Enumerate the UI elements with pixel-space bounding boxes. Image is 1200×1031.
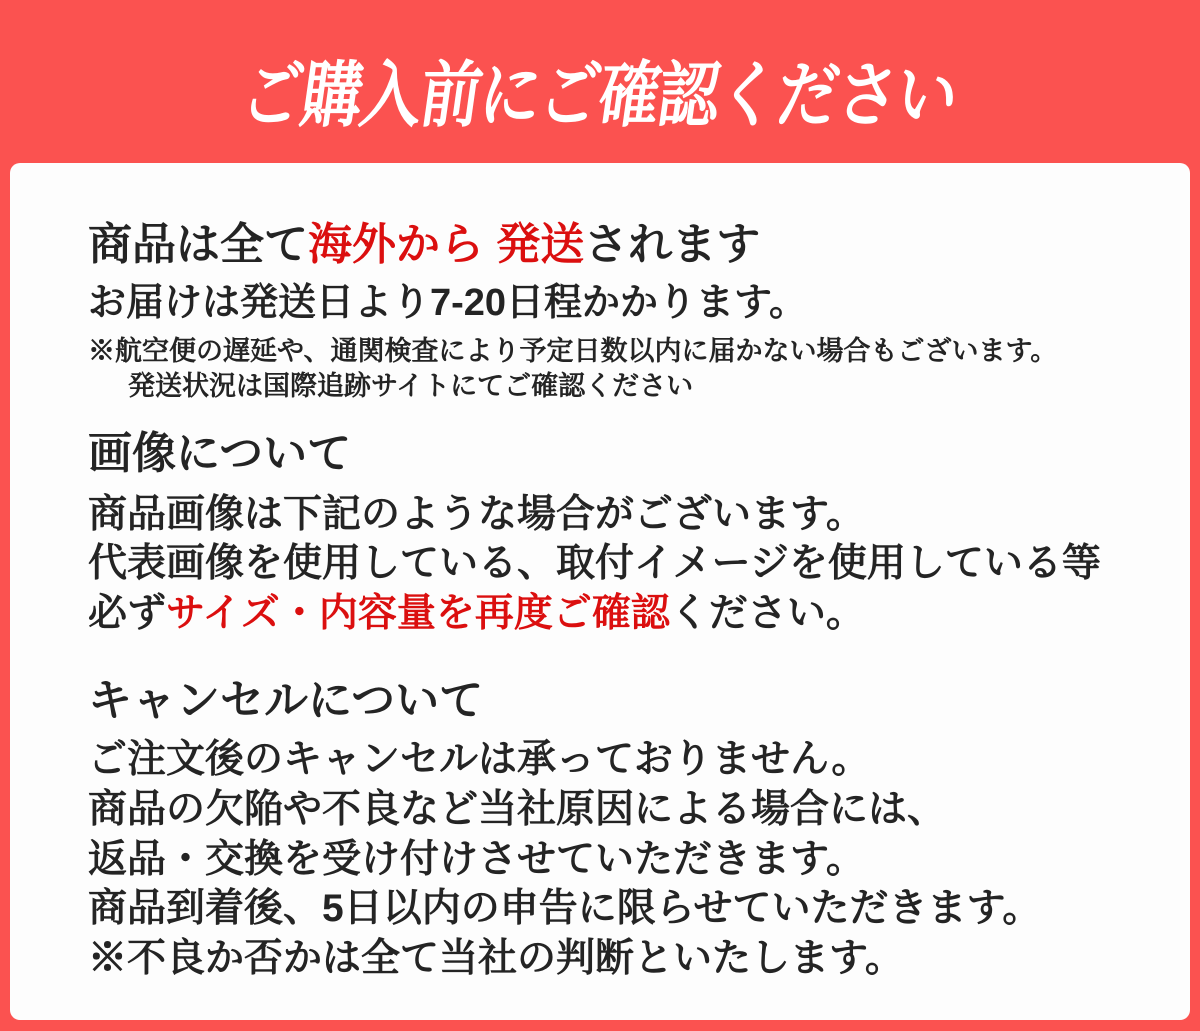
shipping-heading-post: されます	[584, 220, 761, 269]
images-emphasis-highlight: サイズ・内容量を再度ご確認	[166, 591, 670, 635]
images-emphasis-line	[88, 589, 1160, 639]
section-cancellation	[88, 672, 1160, 983]
cancellation-heading: キャンセルについて	[88, 676, 484, 726]
section-images	[88, 425, 1160, 639]
page-title: ご購入前にご確認ください	[236, 55, 962, 136]
notice-card	[10, 163, 1190, 1020]
images-line-2: 代表画像を使用している、取付イメージを使用している等	[88, 542, 1101, 586]
cancellation-line-2: 商品の欠陥や不良など当社原因による場合には、	[88, 788, 947, 831]
images-emphasis-pre: 必ず	[88, 591, 167, 635]
header-banner	[0, 0, 1200, 163]
cancellation-line-1: ご注文後のキャンセルは承っておりません。	[88, 738, 871, 782]
images-heading: 画像について	[88, 428, 352, 478]
cancellation-line-5: ※不良か否かは全て当社の判断といたします。	[88, 936, 904, 980]
shipping-subline: お届けは発送日より7-20日程かかります。	[88, 282, 808, 325]
shipping-heading-highlight: 海外から 発送	[308, 220, 585, 269]
cancellation-line-4: 商品到着後、5日以内の申告に限らせていただきます。	[88, 887, 1042, 931]
shipping-heading	[88, 216, 1160, 273]
images-line-1: 商品画像は下記のような場合がございます。	[88, 492, 865, 536]
section-shipping	[88, 216, 1160, 405]
shipping-note-delay: ※航空便の遅延や、通関検査により予定日数以内に届かない場合もございます。	[88, 336, 1058, 367]
shipping-heading-pre: 商品は全て	[88, 220, 308, 269]
cancellation-line-3: 返品・交換を受け付けさせていただきます。	[88, 837, 865, 881]
images-emphasis-post: ください。	[669, 591, 865, 635]
shipping-note-tracking: 発送状況は国際追跡サイトにてご確認ください	[128, 371, 694, 402]
